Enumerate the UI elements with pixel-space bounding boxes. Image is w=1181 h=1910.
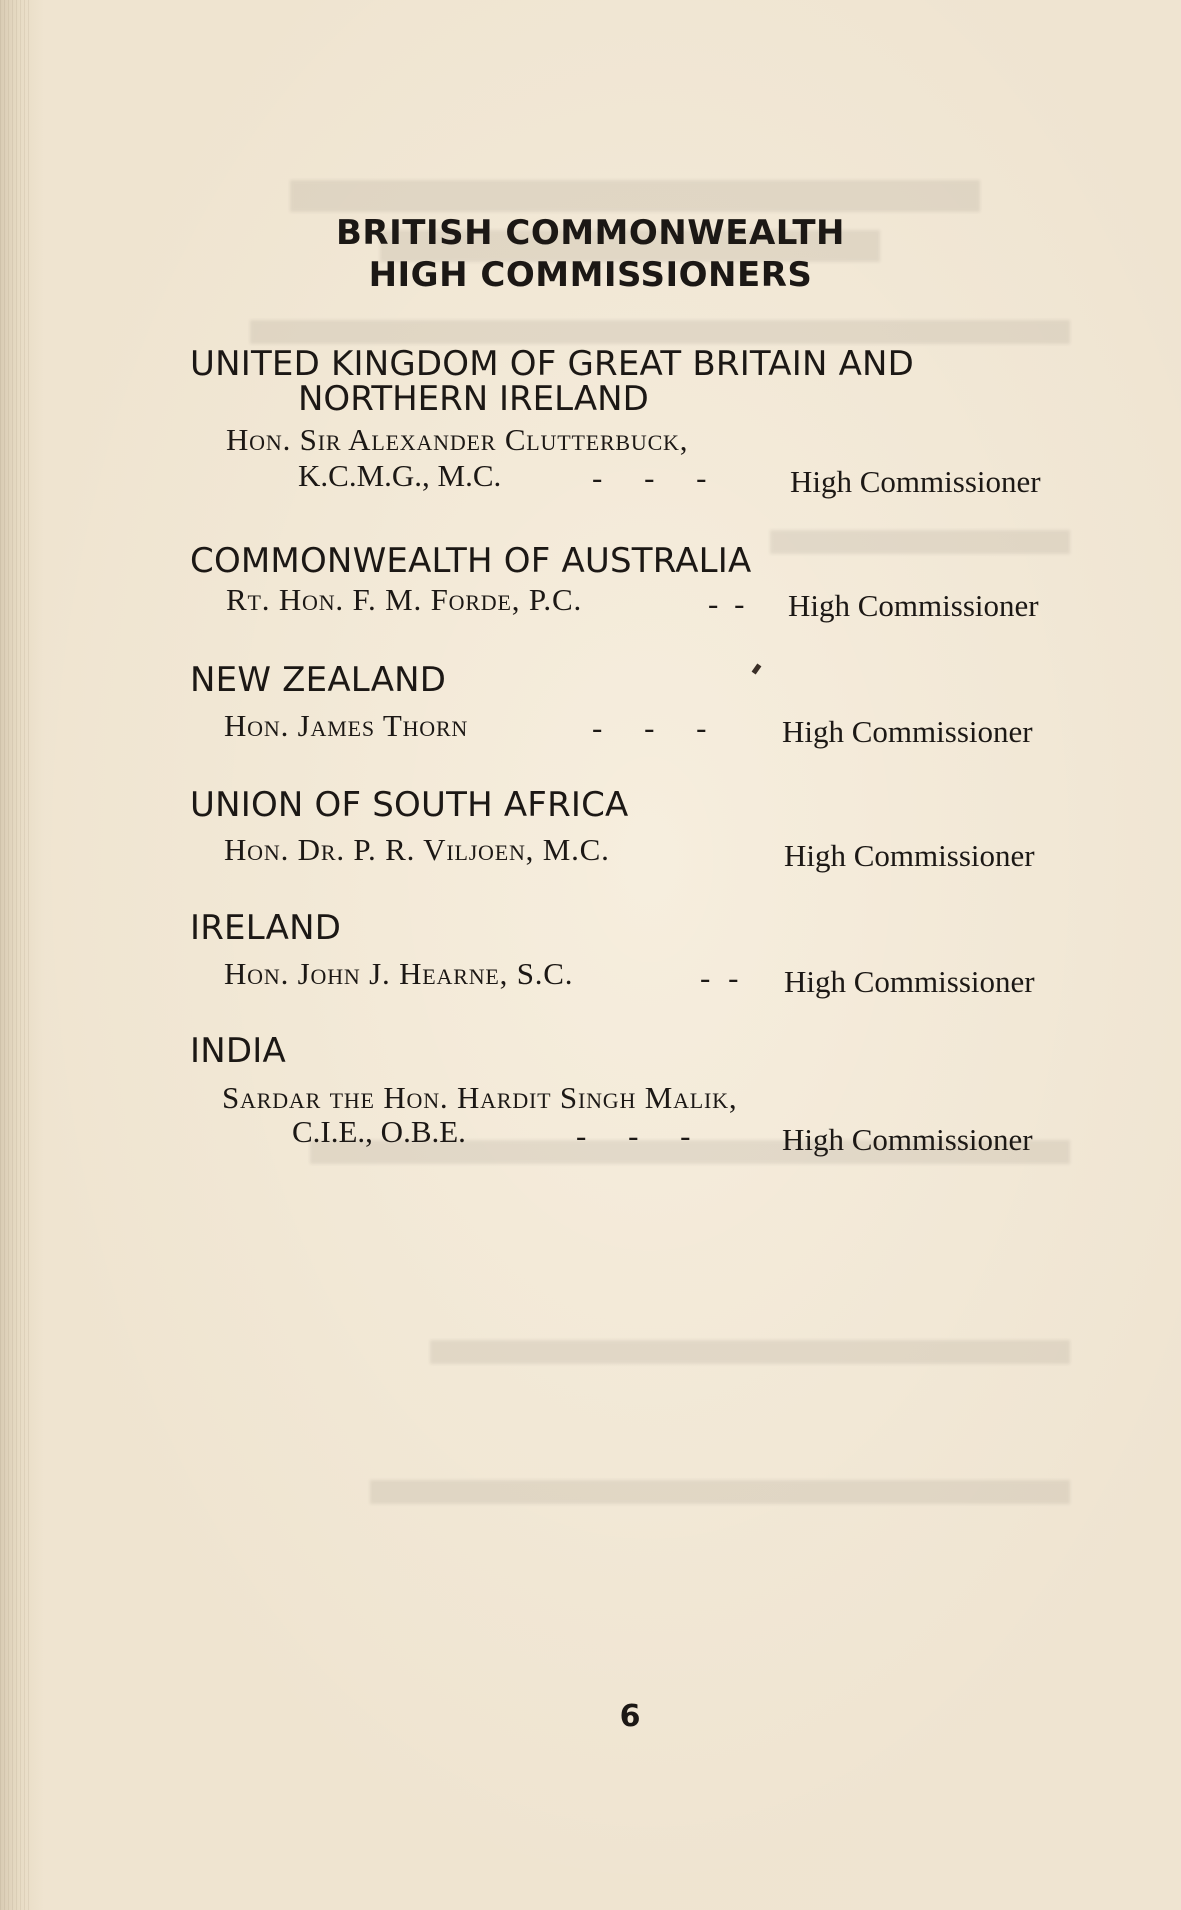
commissioner-name-south-africa: Hon. Dr. P. R. Viljoen, M.C. — [224, 832, 610, 867]
country-south-africa: UNION OF SOUTH AFRICA — [190, 785, 629, 825]
commissioner-name-new-zealand: Hon. James Thorn — [224, 708, 469, 743]
commissioner-name-india: Sardar the Hon. Hardit Singh Malik, — [222, 1080, 738, 1115]
ink-speck — [752, 663, 762, 674]
role-new-zealand: High Commissioner — [782, 714, 1033, 749]
commissioner-honours-united-kingdom: K.C.M.G., M.C. — [298, 458, 502, 493]
page-number: 6 — [619, 1699, 641, 1734]
leader-dashes-united-kingdom: - - - — [592, 460, 707, 495]
leader-dashes-india: - - - — [576, 1118, 691, 1153]
country-india: INDIA — [190, 1031, 286, 1071]
role-ireland: High Commissioner — [784, 964, 1035, 999]
role-india: High Commissioner — [782, 1122, 1033, 1157]
role-south-africa: High Commissioner — [784, 838, 1035, 873]
commissioner-name-united-kingdom: Hon. Sir Alexander Clutterbuck, — [226, 422, 689, 457]
country-ireland: IRELAND — [190, 908, 342, 948]
country-new-zealand: NEW ZEALAND — [190, 660, 447, 700]
leader-dashes-new-zealand: - - - — [592, 710, 707, 745]
page-heading-line-1: BRITISH COMMONWEALTH — [336, 213, 845, 253]
country-united-kingdom-line-2: NORTHERN IRELAND — [298, 379, 649, 419]
leader-dashes-australia: - - — [708, 586, 745, 621]
role-united-kingdom: High Commissioner — [790, 464, 1041, 499]
commissioner-name-australia: Rt. Hon. F. M. Forde, P.C. — [226, 582, 583, 617]
leader-dashes-ireland: - - — [700, 960, 739, 995]
commissioner-honours-india: C.I.E., O.B.E. — [292, 1114, 466, 1149]
country-united-kingdom-line-1: UNITED KINGDOM OF GREAT BRITAIN AND — [190, 344, 915, 384]
role-australia: High Commissioner — [788, 588, 1039, 623]
commissioner-name-ireland: Hon. John J. Hearne, S.C. — [224, 956, 574, 991]
country-australia: COMMONWEALTH OF AUSTRALIA — [190, 541, 752, 581]
page-heading-line-2: HIGH COMMISSIONERS — [368, 255, 813, 295]
